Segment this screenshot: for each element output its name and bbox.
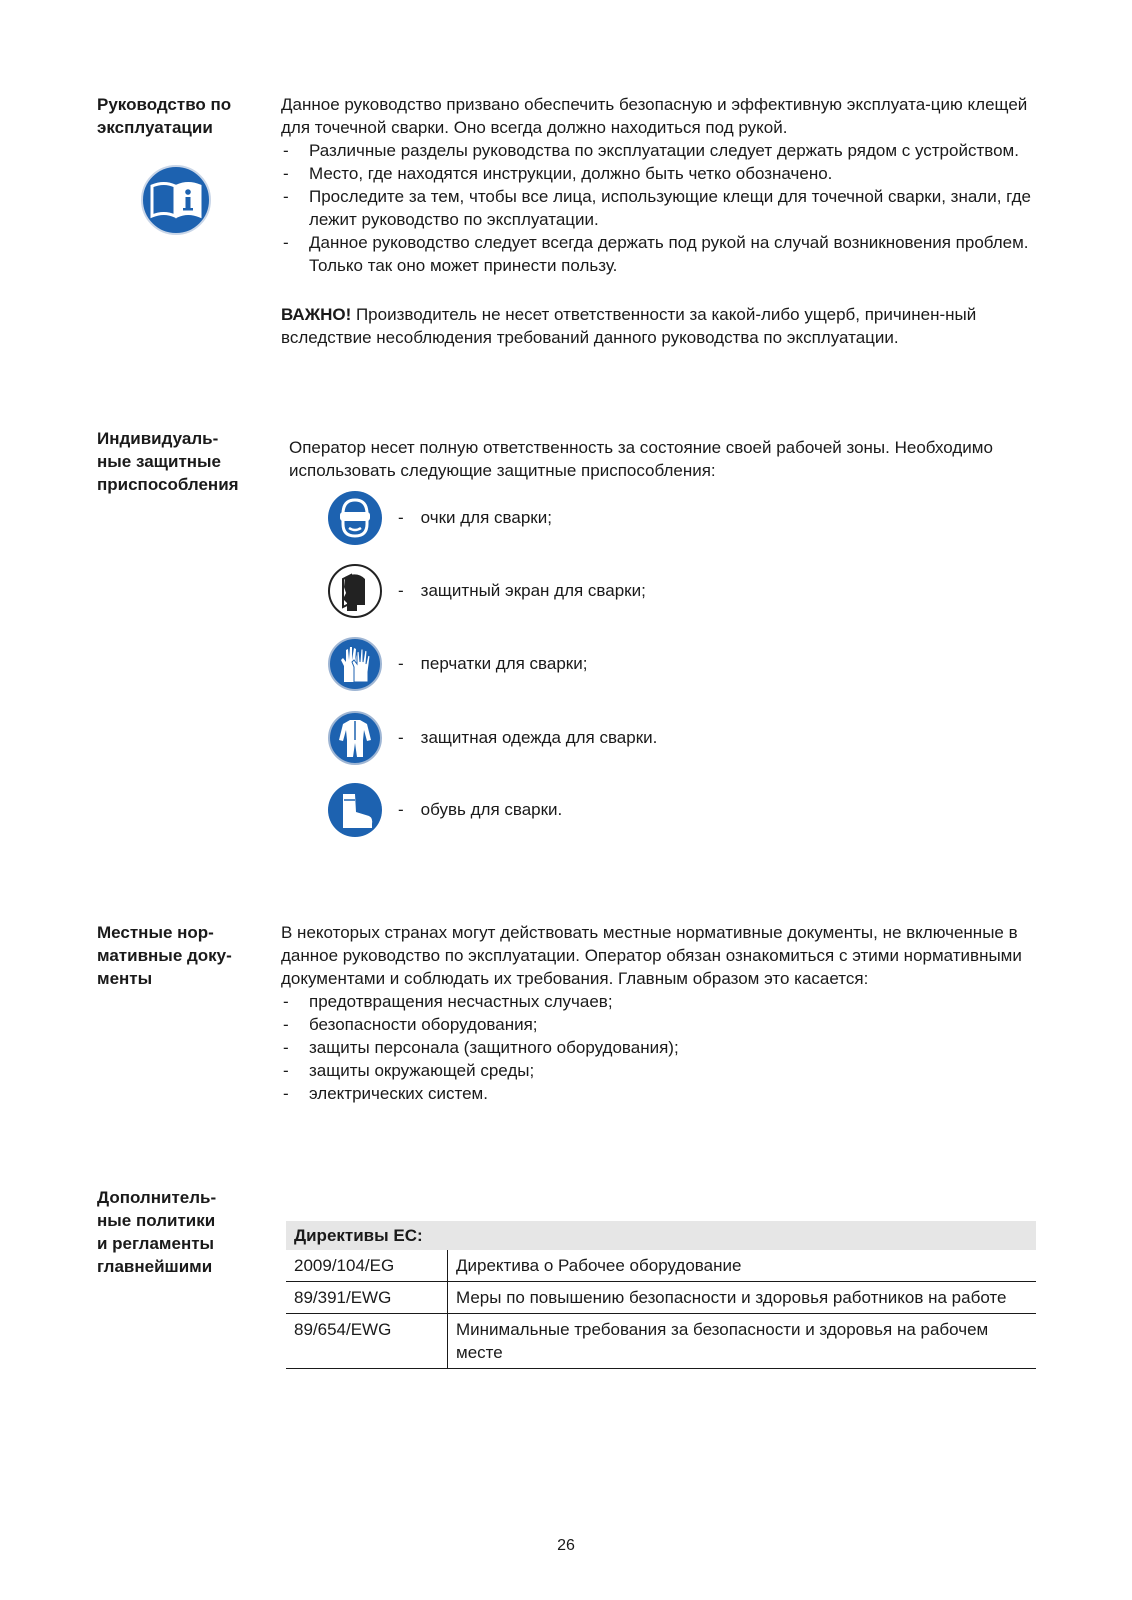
ppe-dash: - <box>398 800 404 819</box>
ppe-dash: - <box>398 728 404 747</box>
list-item: - безопасности оборудования; <box>281 1013 1031 1036</box>
ppe-item-boots <box>327 782 562 838</box>
section-title-manual: Руководство по эксплуатации <box>97 95 232 137</box>
ppe-dash: - <box>398 508 404 527</box>
section-title-ppe: Индивидуаль- ные защитные приспособления <box>97 429 239 494</box>
goggles-icon <box>327 490 383 546</box>
ppe-item-goggles <box>327 490 552 546</box>
ppe-label: перчатки для сварки; <box>420 654 588 673</box>
directive-code: 89/654/EWG <box>286 1314 448 1369</box>
local-regs-intro: В некоторых странах могут действовать местные нормативные документы, не включенные в данное руководство по эксплуатации. Оператор обязан ознакомиться с этими нормативными документами и соблюдать их требования. Главным образом это касается: <box>281 923 1022 988</box>
gloves-icon <box>327 636 383 692</box>
table-header-row <box>286 1221 1036 1250</box>
ppe-intro: Оператор несет полную ответственность за состояние своей рабочей зоны. Необходимо использовать следующие защитные приспособления: <box>289 438 993 480</box>
section-title-local-regs: Местные нор- мативные доку- менты <box>97 923 232 988</box>
face-shield-icon <box>327 563 383 619</box>
table-header: Директивы ЕС: <box>286 1221 1036 1250</box>
important-text: Производитель не несет ответственности за какой-либо ущерб, причинен-ный вследствие несоблюдения требований данного руководства по эксплуатации. <box>281 305 977 347</box>
directive-desc: Меры по повышению безопасности и здоровья работников на работе <box>448 1282 1037 1314</box>
ppe-label: обувь для сварки. <box>420 800 563 819</box>
directive-desc: Директива о Рабочее оборудование <box>448 1250 1037 1282</box>
important-note <box>281 303 1031 349</box>
list-item: - Различные разделы руководства по эксплуатации следует держать рядом с устройством. <box>281 139 1031 162</box>
important-label: ВАЖНО! <box>281 305 352 324</box>
manual-intro: Данное руководство призвано обеспечить безопасную и эффективную эксплуата-цию клещей для точечной сварки. Оно всегда должно находиться под рукой. <box>281 95 1028 137</box>
local-regs-bullet-list <box>281 990 1031 1105</box>
ppe-label: защитная одежда для сварки. <box>420 728 658 747</box>
info-manual-icon <box>140 164 212 236</box>
ppe-item-gloves <box>327 636 587 692</box>
directives-table <box>286 1221 1036 1369</box>
table-row <box>286 1250 1036 1282</box>
manual-body <box>281 93 1031 349</box>
protective-clothing-icon <box>327 710 383 766</box>
ppe-dash: - <box>398 581 404 600</box>
ppe-label: очки для сварки; <box>420 508 552 527</box>
list-item: - электрических систем. <box>281 1082 1031 1105</box>
list-item: - предотвращения несчастных случаев; <box>281 990 1031 1013</box>
ppe-item-clothing <box>327 710 657 766</box>
section-title-directives: Дополнитель- ные политики и регламенты главнейшими <box>97 1188 217 1276</box>
ppe-label: защитный экран для сварки; <box>420 581 646 600</box>
table-row <box>286 1282 1036 1314</box>
ppe-item-face-shield <box>327 563 646 619</box>
list-item: - защиты персонала (защитного оборудования); <box>281 1036 1031 1059</box>
local-regs-body <box>281 921 1031 1105</box>
list-item: - Место, где находятся инструкции, должно быть четко обозначено. <box>281 162 1031 185</box>
ppe-dash: - <box>398 654 404 673</box>
directive-code: 2009/104/EG <box>286 1250 448 1282</box>
list-item: - защиты окружающей среды; <box>281 1059 1031 1082</box>
list-item: - Данное руководство следует всегда держать под рукой на случай возникновения проблем. Только так оно может принести пользу. <box>281 231 1031 277</box>
safety-boots-icon <box>327 782 383 838</box>
manual-bullet-list <box>281 139 1031 277</box>
list-item: - Проследите за тем, чтобы все лица, использующие клещи для точечной сварки, знали, где лежит руководство по эксплуатации. <box>281 185 1031 231</box>
page-number: 26 <box>557 1537 575 1554</box>
directive-code: 89/391/EWG <box>286 1282 448 1314</box>
table-row <box>286 1314 1036 1369</box>
directive-desc: Минимальные требования за безопасности и здоровья на рабочем месте <box>448 1314 1037 1369</box>
